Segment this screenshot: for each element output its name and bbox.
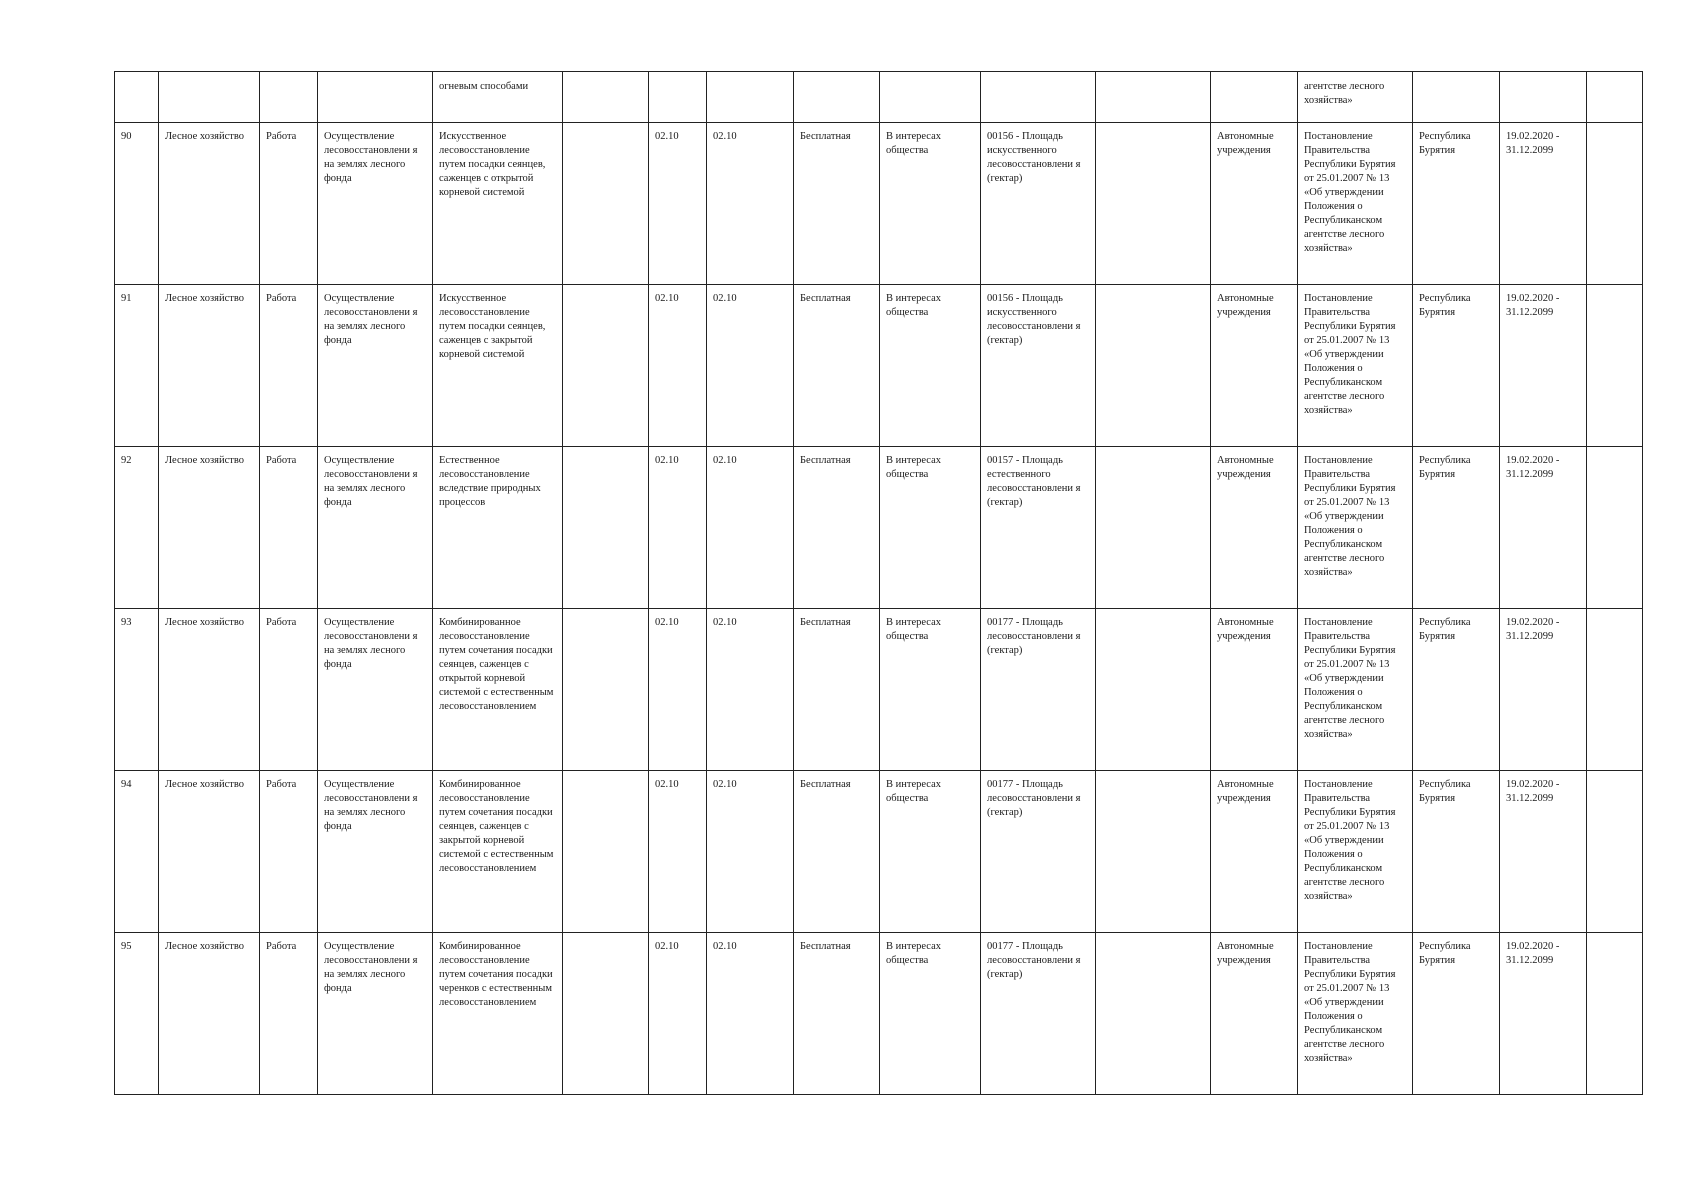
cell-period: 19.02.2020 - 31.12.2099 [1500, 609, 1587, 771]
cell-okved-2: 02.10 [707, 285, 794, 447]
cell-content: Комбинированное лесовосстановление путем сочетания посадки сеянцев, саженцев с открытой корневой системой с естественным лесовосстановлением [433, 609, 563, 771]
cell-institution: Автономные учреждения [1211, 771, 1298, 933]
cell-payment: Бесплатная [794, 123, 880, 285]
cell-sector: Лесное хозяйство [159, 771, 260, 933]
cell-blank-2 [1096, 72, 1211, 123]
cell-okved-2 [707, 72, 794, 123]
cell-payment: Бесплатная [794, 771, 880, 933]
cell-interest: В интересах общества [880, 609, 981, 771]
cell-period: 19.02.2020 - 31.12.2099 [1500, 447, 1587, 609]
cell-interest: В интересах общества [880, 123, 981, 285]
cell-interest: В интересах общества [880, 771, 981, 933]
cell-indicator: 00157 - Площадь естественного лесовосстановлени я (гектар) [981, 447, 1096, 609]
cell-number: 91 [115, 285, 159, 447]
cell-blank-2 [1096, 933, 1211, 1095]
table-row [115, 447, 1643, 609]
cell-okved-1: 02.10 [649, 933, 707, 1095]
cell-region: Республика Бурятия [1413, 609, 1500, 771]
cell-indicator: 00177 - Площадь лесовосстановлени я (гектар) [981, 933, 1096, 1095]
cell-type: Работа [260, 447, 318, 609]
cell-activity: Осуществление лесовосстановлени я на землях лесного фонда [318, 933, 433, 1095]
cell-period: 19.02.2020 - 31.12.2099 [1500, 933, 1587, 1095]
cell-content: Комбинированное лесовосстановление путем сочетания посадки сеянцев, саженцев с закрытой корневой системой с естественным лесовосстановлением [433, 771, 563, 933]
cell-type: Работа [260, 933, 318, 1095]
cell-number: 90 [115, 123, 159, 285]
cell-okved-1: 02.10 [649, 447, 707, 609]
cell-okved-2: 02.10 [707, 933, 794, 1095]
cell-institution: Автономные учреждения [1211, 123, 1298, 285]
cell-content: Комбинированное лесовосстановление путем сочетания посадки черенков с естественным лесовосстановлением [433, 933, 563, 1095]
cell-activity: Осуществление лесовосстановлени я на землях лесного фонда [318, 447, 433, 609]
cell-number: 92 [115, 447, 159, 609]
cell-blank-1 [563, 123, 649, 285]
cell-blank-3 [1587, 609, 1643, 771]
continuation-row [115, 72, 1643, 123]
cell-blank-2 [1096, 447, 1211, 609]
cell-region: Республика Бурятия [1413, 771, 1500, 933]
cell-okved-2: 02.10 [707, 123, 794, 285]
cell-blank-3 [1587, 285, 1643, 447]
document-page [114, 71, 1643, 1095]
registry-table [114, 71, 1643, 1095]
cell-indicator: 00156 - Площадь искусственного лесовосстановлени я (гектар) [981, 285, 1096, 447]
cell-blank-2 [1096, 123, 1211, 285]
cell-blank-2 [1096, 771, 1211, 933]
cell-blank-3 [1587, 771, 1643, 933]
cell-indicator: 00177 - Площадь лесовосстановлени я (гектар) [981, 771, 1096, 933]
cell-activity: Осуществление лесовосстановлени я на землях лесного фонда [318, 609, 433, 771]
cell-number: 94 [115, 771, 159, 933]
cell-institution [1211, 72, 1298, 123]
cell-payment: Бесплатная [794, 447, 880, 609]
cell-activity: Осуществление лесовосстановлени я на землях лесного фонда [318, 285, 433, 447]
cell-blank-2 [1096, 609, 1211, 771]
cell-number: 95 [115, 933, 159, 1095]
table-row [115, 771, 1643, 933]
cell-type: Работа [260, 771, 318, 933]
cell-number: 93 [115, 609, 159, 771]
cell-type: Работа [260, 123, 318, 285]
cell-institution: Автономные учреждения [1211, 447, 1298, 609]
cell-okved-2: 02.10 [707, 609, 794, 771]
cell-activity: Осуществление лесовосстановлени я на землях лесного фонда [318, 123, 433, 285]
cell-number [115, 72, 159, 123]
cell-sector: Лесное хозяйство [159, 447, 260, 609]
cell-legal-act: Постановление Правительства Республики Бурятия от 25.01.2007 № 13 «Об утверждении Положения о Республиканском агентстве лесного хозяйства» [1298, 447, 1413, 609]
cell-content: Искусственное лесовосстановление путем посадки сеянцев, саженцев с открытой корневой системой [433, 123, 563, 285]
cell-legal-act: Постановление Правительства Республики Бурятия от 25.01.2007 № 13 «Об утверждении Положения о Республиканском агентстве лесного хозяйства» [1298, 609, 1413, 771]
cell-okved-2: 02.10 [707, 771, 794, 933]
cell-type: Работа [260, 285, 318, 447]
cell-legal-act: Постановление Правительства Республики Бурятия от 25.01.2007 № 13 «Об утверждении Положения о Республиканском агентстве лесного хозяйства» [1298, 771, 1413, 933]
cell-institution: Автономные учреждения [1211, 285, 1298, 447]
cell-indicator: 00177 - Площадь лесовосстановлени я (гектар) [981, 609, 1096, 771]
cell-period: 19.02.2020 - 31.12.2099 [1500, 123, 1587, 285]
table-row [115, 933, 1643, 1095]
cell-legal-act: Постановление Правительства Республики Бурятия от 25.01.2007 № 13 «Об утверждении Положения о Республиканском агентстве лесного хозяйства» [1298, 285, 1413, 447]
cell-sector [159, 72, 260, 123]
cell-activity: Осуществление лесовосстановлени я на землях лесного фонда [318, 771, 433, 933]
cell-blank-1 [563, 771, 649, 933]
cell-sector: Лесное хозяйство [159, 285, 260, 447]
cell-legal-act: Постановление Правительства Республики Бурятия от 25.01.2007 № 13 «Об утверждении Положения о Республиканском агентстве лесного хозяйства» [1298, 123, 1413, 285]
cell-payment: Бесплатная [794, 609, 880, 771]
cell-blank-1 [563, 447, 649, 609]
cell-okved-1: 02.10 [649, 771, 707, 933]
cell-sector: Лесное хозяйство [159, 609, 260, 771]
cell-period: 19.02.2020 - 31.12.2099 [1500, 285, 1587, 447]
cell-legal-act: агентстве лесного хозяйства» [1298, 72, 1413, 123]
cell-content: Искусственное лесовосстановление путем посадки сеянцев, саженцев с закрытой корневой системой [433, 285, 563, 447]
registry-body [115, 72, 1643, 1095]
cell-payment: Бесплатная [794, 285, 880, 447]
table-row [115, 285, 1643, 447]
cell-interest: В интересах общества [880, 447, 981, 609]
cell-activity [318, 72, 433, 123]
cell-blank-1 [563, 72, 649, 123]
cell-okved-2: 02.10 [707, 447, 794, 609]
cell-region [1413, 72, 1500, 123]
cell-institution: Автономные учреждения [1211, 609, 1298, 771]
cell-blank-3 [1587, 72, 1643, 123]
cell-interest: В интересах общества [880, 285, 981, 447]
cell-content: огневым способами [433, 72, 563, 123]
cell-blank-2 [1096, 285, 1211, 447]
cell-payment: Бесплатная [794, 933, 880, 1095]
cell-indicator: 00156 - Площадь искусственного лесовосстановлени я (гектар) [981, 123, 1096, 285]
cell-type [260, 72, 318, 123]
cell-okved-1: 02.10 [649, 123, 707, 285]
cell-content: Естественное лесовосстановление вследствие природных процессов [433, 447, 563, 609]
cell-sector: Лесное хозяйство [159, 123, 260, 285]
cell-region: Республика Бурятия [1413, 123, 1500, 285]
cell-okved-1: 02.10 [649, 285, 707, 447]
cell-interest [880, 72, 981, 123]
cell-region: Республика Бурятия [1413, 933, 1500, 1095]
cell-blank-3 [1587, 123, 1643, 285]
cell-payment [794, 72, 880, 123]
table-row [115, 609, 1643, 771]
cell-institution: Автономные учреждения [1211, 933, 1298, 1095]
cell-period [1500, 72, 1587, 123]
cell-period: 19.02.2020 - 31.12.2099 [1500, 771, 1587, 933]
cell-blank-3 [1587, 447, 1643, 609]
cell-blank-1 [563, 609, 649, 771]
cell-indicator [981, 72, 1096, 123]
cell-blank-1 [563, 285, 649, 447]
cell-okved-1: 02.10 [649, 609, 707, 771]
cell-interest: В интересах общества [880, 933, 981, 1095]
cell-sector: Лесное хозяйство [159, 933, 260, 1095]
cell-okved-1 [649, 72, 707, 123]
table-row [115, 123, 1643, 285]
cell-blank-3 [1587, 933, 1643, 1095]
cell-region: Республика Бурятия [1413, 285, 1500, 447]
cell-region: Республика Бурятия [1413, 447, 1500, 609]
cell-legal-act: Постановление Правительства Республики Бурятия от 25.01.2007 № 13 «Об утверждении Положения о Республиканском агентстве лесного хозяйства» [1298, 933, 1413, 1095]
cell-blank-1 [563, 933, 649, 1095]
cell-type: Работа [260, 609, 318, 771]
